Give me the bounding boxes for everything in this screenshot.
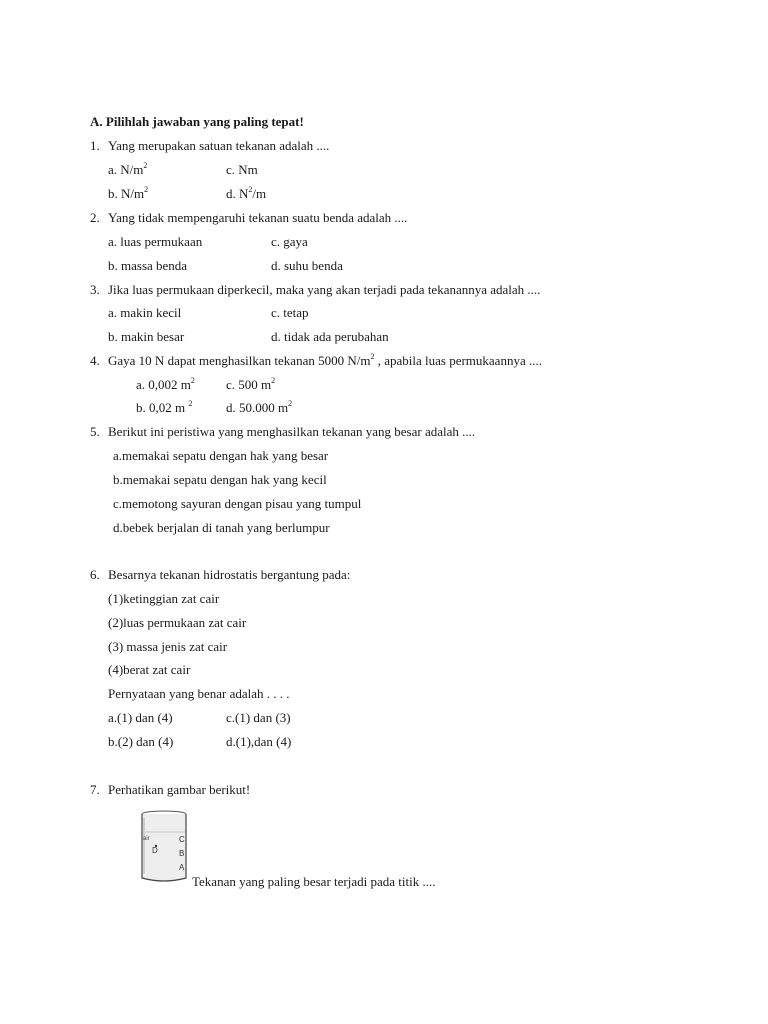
q1-option-c: c. Nm [226, 162, 258, 177]
question-1-number: 1. [90, 138, 100, 153]
q5-option-b: b.memakai sepatu dengan hak yang kecil [113, 472, 327, 487]
q6-statement-4: (4)berat zat cair [108, 662, 191, 677]
q1-option-d: d. $N^2/m$ [226, 184, 267, 201]
figure-label-a: A [179, 863, 185, 872]
question-2-text: Yang tidak mempengaruhi tekanan suatu benda adalah .... [108, 210, 408, 225]
q1-option-b: b. $N/m^2$ [108, 184, 149, 201]
q3-option-b: b. makin besar [108, 329, 185, 344]
question-7-number: 7. [90, 782, 100, 797]
question-4-number: 4. [90, 353, 100, 368]
q6-statement-2: (2)luas permukaan zat cair [108, 615, 247, 630]
q2-option-a: a. luas permukaan [108, 234, 203, 249]
question-7-text: Perhatikan gambar berikut! [108, 782, 251, 797]
question-3-text: Jika luas permukaan diperkecil, maka yang akan terjadi pada tekanannya adalah .... [108, 282, 541, 297]
q6-option-b: b.(2) dan (4) [108, 734, 174, 749]
question-4-text: Gaya 10 N dapat menghasilkan tekanan 5000 $N/m^2$ , apabila luas permukaannya .... [108, 351, 542, 368]
q6-statement-3: (3) massa jenis zat cair [108, 639, 228, 654]
q6-option-d: d.(1),dan (4) [226, 734, 292, 749]
question-6-text: Besarnya tekanan hidrostatis bergantung pada: [108, 567, 351, 582]
question-5-number: 5. [90, 424, 100, 439]
question-7-prompt: Tekanan yang paling besar terjadi pada titik .... [192, 874, 436, 889]
q3-option-c: c. tetap [271, 305, 309, 320]
question-2-number: 2. [90, 210, 100, 225]
question-3-number: 3. [90, 282, 100, 297]
q5-option-d: d.bebek berjalan di tanah yang berlumpur [113, 520, 330, 535]
q4-option-a: a. 0,002 $m^2$ [136, 375, 195, 392]
q6-option-c: c.(1) dan (3) [226, 710, 291, 725]
figure-label-b: B [179, 849, 185, 858]
figure-label-d: D [152, 846, 158, 855]
section-title: A. Pilihlah jawaban yang paling tepat! [90, 114, 304, 129]
q6-prompt: Pernyataan yang benar adalah . . . . [108, 686, 290, 701]
q1-option-a: a. $N/m^2$ [108, 160, 148, 177]
figure-label-c: C [179, 835, 185, 844]
q6-statement-1: (1)ketinggian zat cair [108, 591, 220, 606]
question-5-text: Berikut ini peristiwa yang menghasilkan tekanan yang besar adalah .... [108, 424, 476, 439]
q3-option-a: a. makin kecil [108, 305, 182, 320]
q2-option-b: b. massa benda [108, 258, 188, 273]
q4-option-b: b. 0,02 m $^2$ [136, 398, 193, 415]
q2-option-d: d. suhu benda [271, 258, 343, 273]
beaker-figure [139, 810, 189, 884]
q6-option-a: a.(1) dan (4) [108, 710, 173, 725]
q3-option-d: d. tidak ada perubahan [271, 329, 389, 344]
q2-option-c: c. gaya [271, 234, 308, 249]
q4-option-d: d. 50.000 $m^2$ [226, 398, 293, 415]
figure-label-air: air [143, 836, 150, 842]
q5-option-c: c.memotong sayuran dengan pisau yang tumpul [113, 496, 362, 511]
q4-option-c: c. 500 $m^2$ [226, 375, 276, 392]
question-6-number: 6. [90, 567, 100, 582]
q5-option-a: a.memakai sepatu dengan hak yang besar [113, 448, 329, 463]
question-1-text: Yang merupakan satuan tekanan adalah .... [108, 138, 330, 153]
